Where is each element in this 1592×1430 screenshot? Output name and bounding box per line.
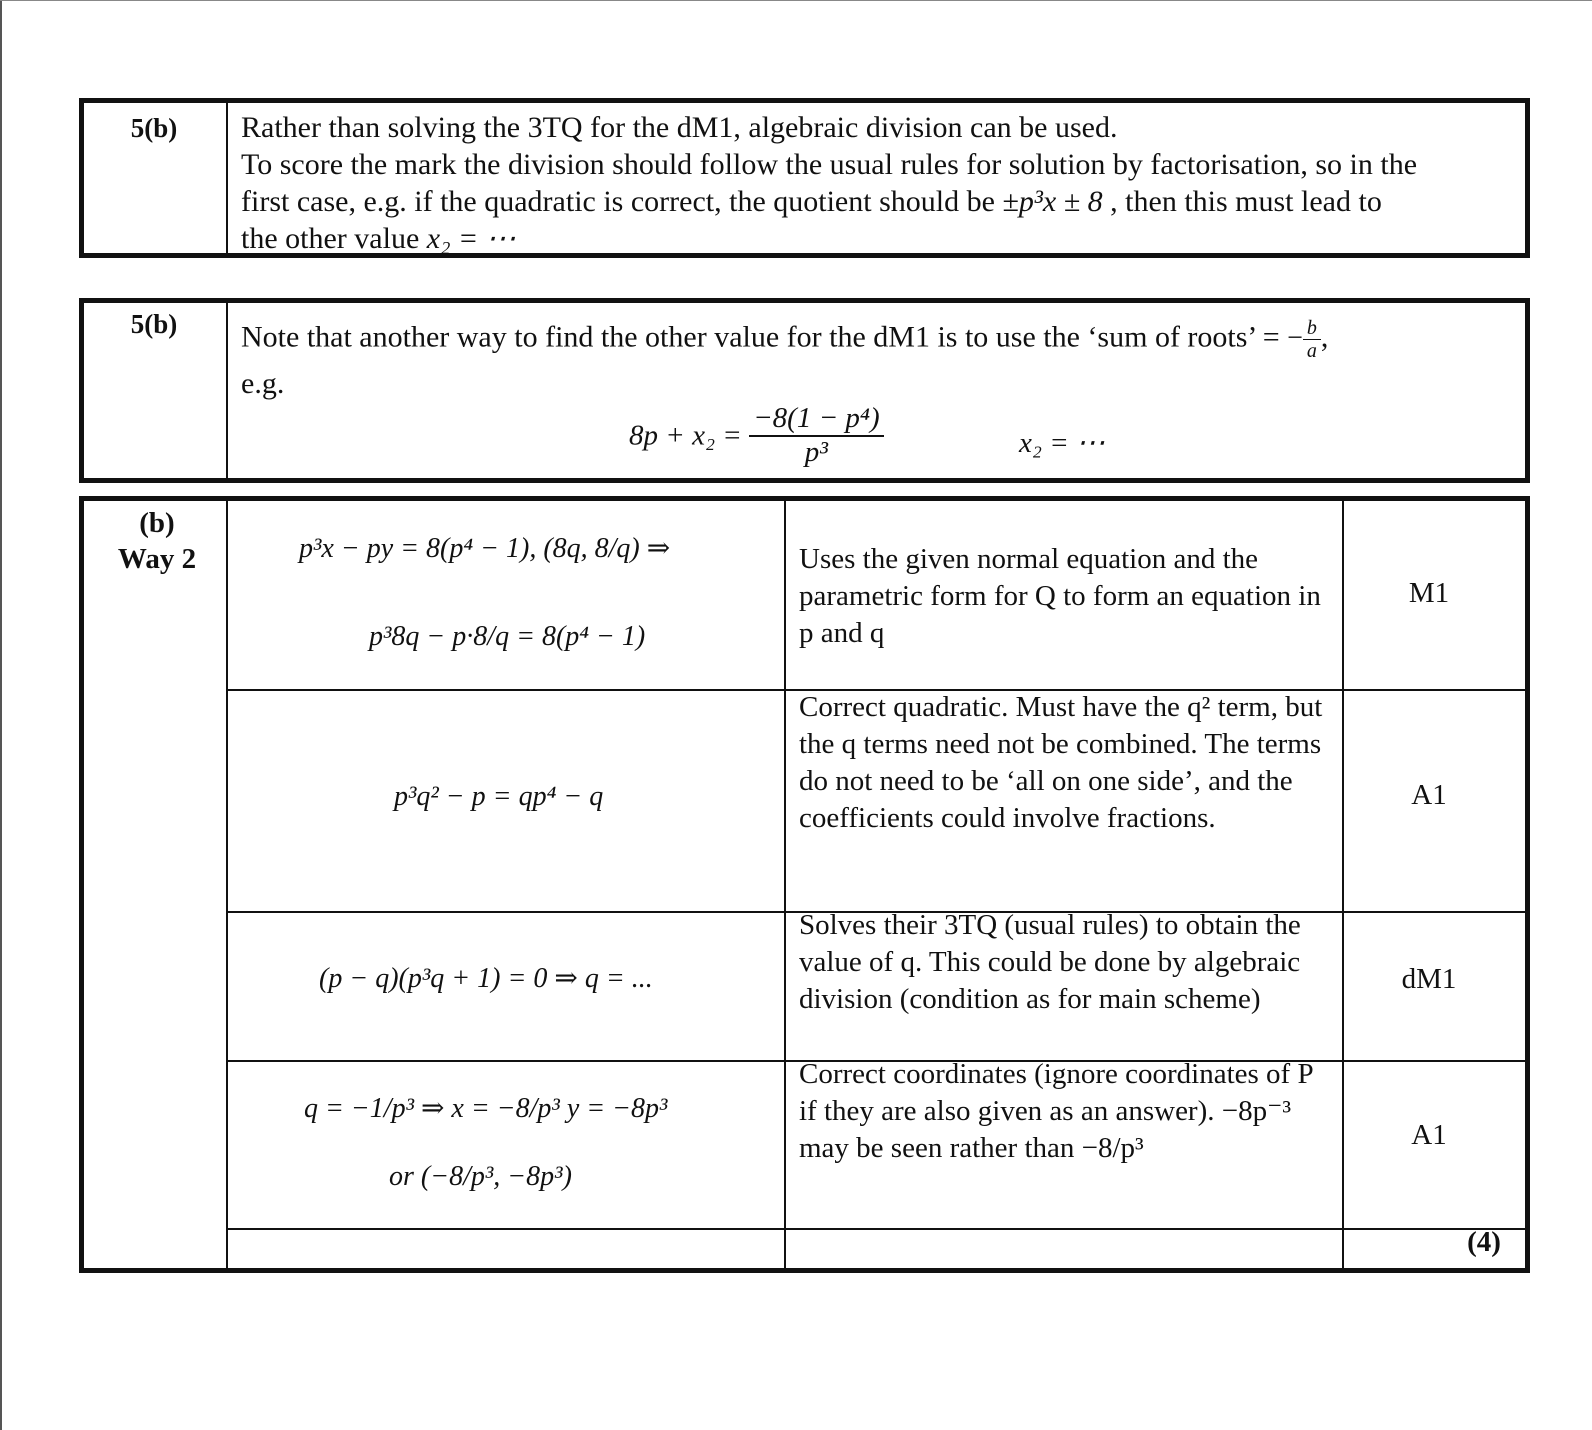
other-value-expression: x₂ = ⋯ [426,222,516,255]
mark: dM1 [1401,963,1457,995]
mark: M1 [1408,577,1450,609]
question-part: (b) [139,507,175,539]
mark-scheme-table [79,496,1530,1273]
note-box-algebraic-division [79,98,1530,258]
column-divider [784,501,786,1268]
question-label: 5(b) [130,309,178,339]
note-line-part: first case, e.g. if the quadratic is correct, the quotient should be [241,185,995,218]
sum-of-roots-equation [629,403,884,469]
eg-label: e.g. [241,367,285,400]
note-line-part: the other value [241,222,420,255]
fraction-denominator: a [1306,340,1317,362]
working-line: or (−8/p³, −8p³) [389,1161,572,1192]
note-line-part: , then this must lead to [1110,185,1382,218]
note-line [241,220,1521,257]
working-line: p³8q − p·8/q = 8(p⁴ − 1) [369,621,646,652]
comment: Correct coordinates (ignore coordinates of P if they are also given as an answer). −8p⁻³ may be seen rather than −8/p³ [799,1058,1313,1164]
note-text: Note that another way to find the other value for the dM1 is to use the ‘sum of roots’ = − $\frac{b}{a}$ , [241,317,1329,362]
row-divider [226,1228,1525,1230]
note-text [241,109,1521,257]
note-line [241,183,1521,220]
comment: Correct quadratic. Must have the q² term, but the q terms need not be combined. The terms do not need to be ‘all on one side’, and the coefficients could involve fractions. [799,691,1323,834]
question-label: 5(b) [130,113,178,143]
equation-fraction [749,403,884,469]
working-line: q = −1/p³ ⇒ x = −8/p³ y = −8p³ [304,1093,668,1124]
page-edge-top [0,0,1592,1]
equation-numerator: −8(1 − p⁴) [749,403,884,437]
page-edge [0,0,2,1430]
equation-denominator: p³ [804,435,828,468]
working-line: p³q² − p = qp⁴ − q [394,781,604,812]
equation-lhs: 8p + x₂ = [629,419,742,452]
note-line: To score the mark the division should follow the usual rules for solution by factorisation, so in the [241,148,1418,181]
note-line: Note that another way to find the other value for the dM1 is to use the ‘sum of roots’ = [241,320,1280,354]
method-name: Way 2 [117,543,197,575]
quotient-expression: ±p³x ± 8 [1002,185,1103,218]
sum-of-roots-fraction [1303,317,1321,362]
equation-rhs: x₂ = ⋯ [1019,427,1106,459]
mark: A1 [1411,779,1447,811]
working-line: (p − q)(p³q + 1) = 0 ⇒ q = ... [319,963,653,994]
question-label [92,505,222,577]
column-divider [1342,501,1344,1268]
column-divider [226,303,228,478]
note-line: Rather than solving the 3TQ for the dM1, algebraic division can be used. [241,111,1118,144]
column-divider [226,103,228,253]
comment: Uses the given normal equation and the parametric form for Q to form an equation in p and q [799,543,1321,649]
mark: A1 [1411,1119,1447,1151]
column-divider [226,501,228,1268]
working-line: p³x − py = 8(p⁴ − 1), (8q, 8/q) ⇒ [299,533,671,564]
total-marks: (4) [1467,1226,1501,1258]
note-box-sum-of-roots [79,298,1530,483]
fraction-numerator: b [1303,317,1321,340]
comment: Solves their 3TQ (usual rules) to obtain the value of q. This could be done by algebraic division (condition as for main scheme) [799,909,1301,1015]
